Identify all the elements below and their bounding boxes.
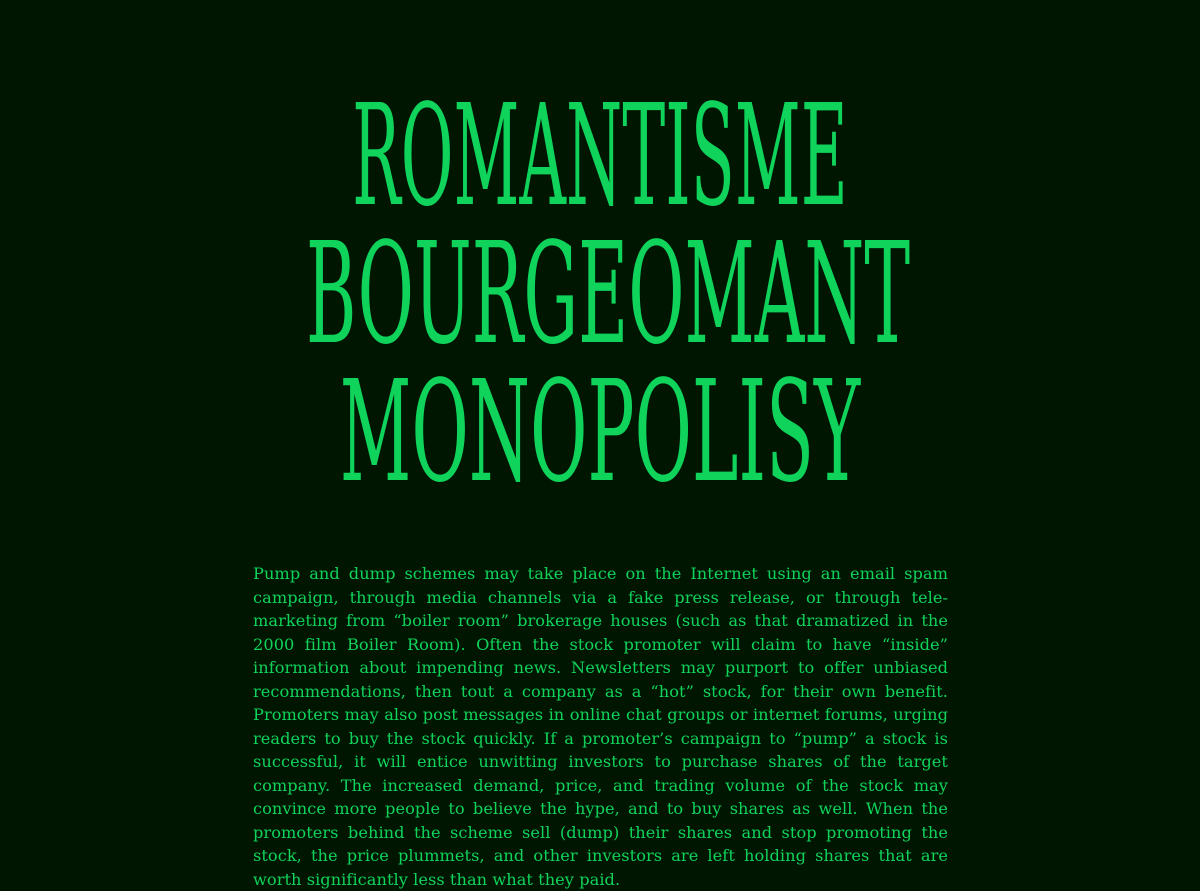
headline-line-1: ROMANTISME: [352, 75, 848, 238]
headline-line-3: MONOPOLISY: [339, 351, 861, 514]
headline: [0, 75, 1200, 514]
headline-line-2: BOURGEOMANT: [306, 213, 911, 376]
body-paragraph: Pump and dump schemes may take place on the Internet using an email spam campaign, through media channels via a fake press release, or through telemarketing from “boiler room” brokerage houses (such as that dramatized in the 2000 film Boiler Room). Often the stock promoter will claim to have “inside” information about impending news. Newsletters may purport to offer unbiased recommendations, then tout a company as a “hot” stock, for their own benefit. Promoters may also post messages in online chat groups or internet forums, urging readers to buy the stock quickly. If a promoter’s campaign to “pump” a stock is successful, it will entice unwitting investors to purchase shares of the target company. The increased demand, price, and trading volume of the stock may convince more people to believe the hype, and to buy shares as well. When the promoters behind the scheme sell (dump) their shares and stop promoting the stock, the price plummets, and other investors are left holding shares that are worth significantly less than what they paid.: [253, 564, 948, 889]
